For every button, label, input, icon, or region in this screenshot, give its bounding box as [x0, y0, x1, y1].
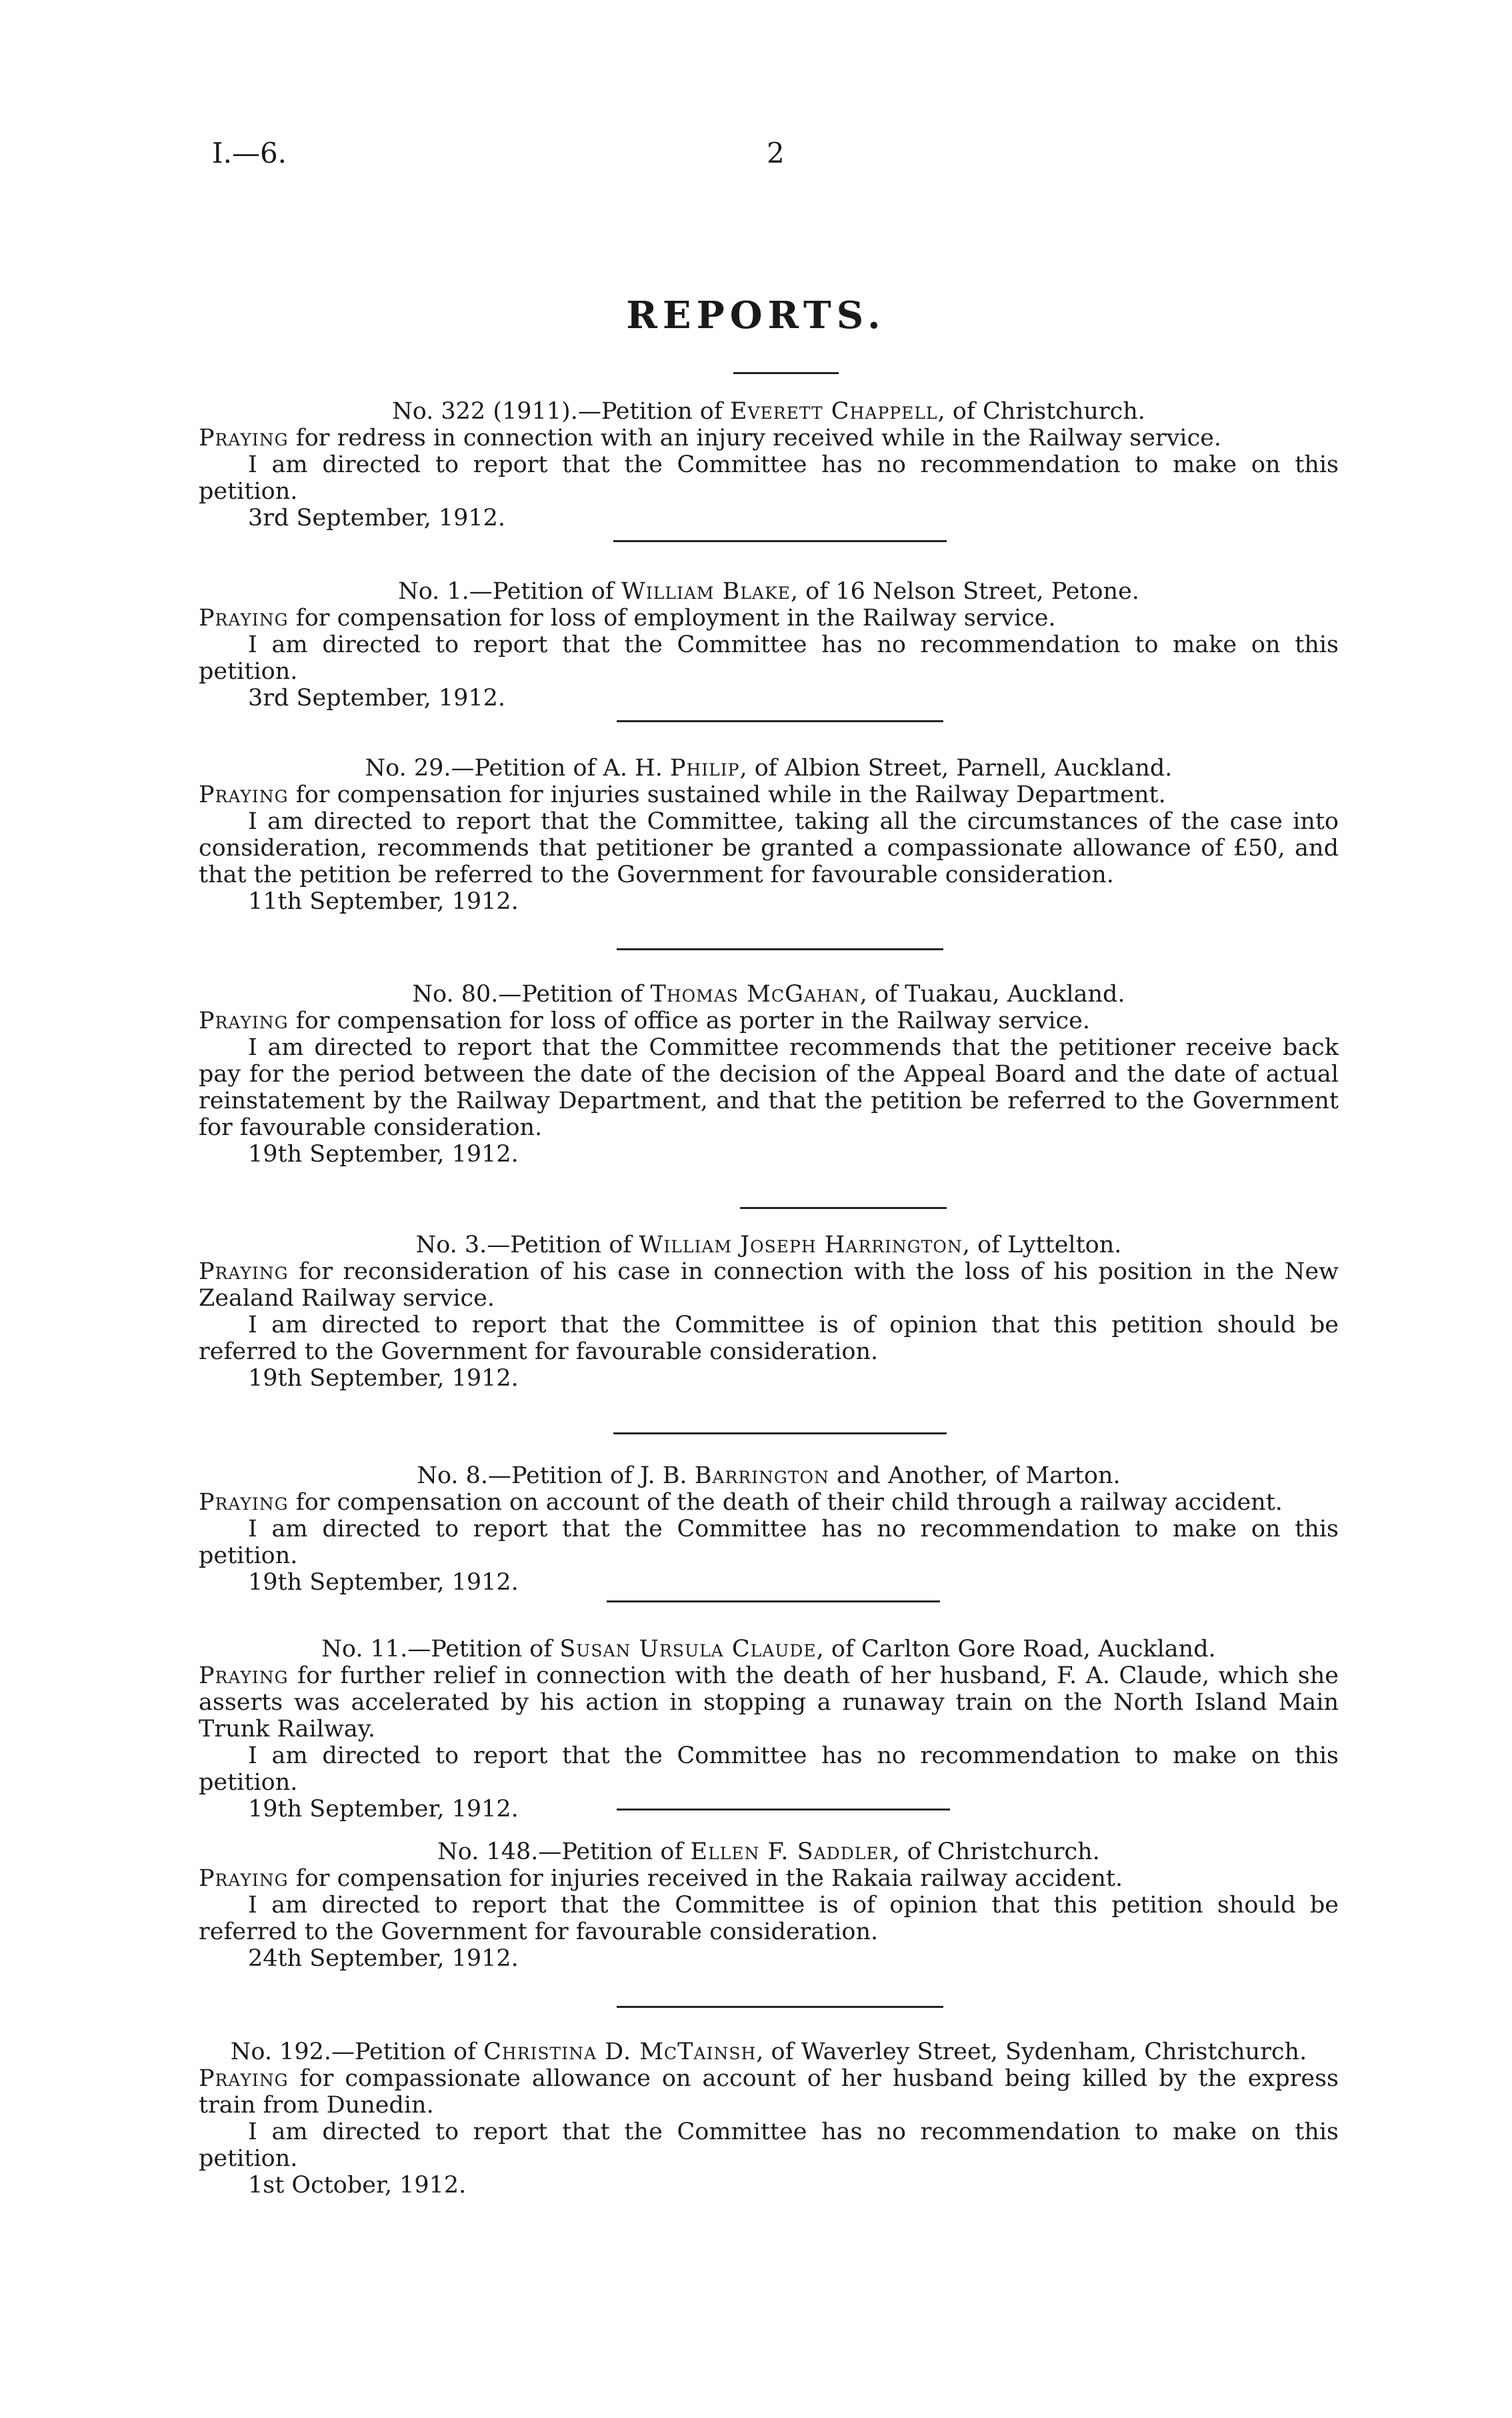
report-date: 1st October, 1912.	[248, 2172, 467, 2199]
petition-8	[199, 1462, 1339, 1596]
petition-heading: No. 8.—Petition of J. B. Barrington and Another, of Marton.	[417, 1462, 1121, 1489]
petition-report: I am directed to report that the Committee is of opinion that this petition should be referred to the Government for favourable consideration.	[199, 1312, 1339, 1365]
section-rule	[617, 720, 943, 722]
section-rule	[613, 540, 947, 542]
petition-prayer: Praying for compensation for loss of employment in the Railway service.	[199, 605, 1056, 632]
petition-report: I am directed to report that the Committee has no recommendation to make on this petition.	[199, 2119, 1339, 2172]
report-date: 24th September, 1912.	[248, 1945, 519, 1972]
petition-report: I am directed to report that the Committee has no recommendation to make on this petition.	[199, 451, 1339, 505]
petition-148	[199, 1839, 1339, 1972]
petition-prayer: Praying for further relief in connection with the death of her husband, F. A. Claude, which she asserts was accelerated by his action in stopping a runaway train on the North Island Main Trunk Railway.	[199, 1662, 1339, 1742]
petition-heading: No. 29.—Petition of A. H. Philip, of Albion Street, Parnell, Auckland.	[365, 755, 1173, 782]
report-date: 3rd September, 1912.	[248, 685, 506, 712]
petition-29	[199, 755, 1339, 915]
petition-prayer: Praying for redress in connection with an injury received while in the Railway service.	[199, 425, 1222, 451]
section-rule	[617, 2006, 943, 2008]
petition-report: I am directed to report that the Committee, taking all the circumstances of the case into consideration, recommends that petitioner be granted a compassionate allowance of £50, and that the petition be referred to the Government for favourable consideration.	[199, 808, 1339, 888]
petition-1	[199, 578, 1339, 712]
petition-report: I am directed to report that the Committee recommends that the petitioner receive back pay for the period between the date of the decision of the Appeal Board and the date of actual reinstatement by the Railway Department, and that the petition be referred to the Government for favourable consideration.	[199, 1034, 1339, 1141]
petition-report: I am directed to report that the Committee has no recommendation to make on this petition.	[199, 1516, 1339, 1569]
section-rule	[617, 1808, 950, 1810]
petition-prayer: Praying for reconsideration of his case in connection with the loss of his position in the New Zealand Railway service.	[199, 1258, 1339, 1312]
page-number: 2	[767, 137, 785, 169]
petition-prayer: Praying for compensation for loss of office as porter in the Railway service.	[199, 1008, 1090, 1034]
petition-11	[199, 1636, 1339, 1823]
petition-report: I am directed to report that the Committee has no recommendation to make on this petition.	[199, 1742, 1339, 1796]
section-rule	[613, 1432, 947, 1434]
petition-192	[199, 2039, 1339, 2199]
petition-prayer: Praying for compensation for injuries received in the Rakaia railway accident.	[199, 1865, 1123, 1892]
petition-heading: No. 11.—Petition of Susan Ursula Claude, of Carlton Gore Road, Auckland.	[321, 1636, 1216, 1662]
report-date: 3rd September, 1912.	[248, 505, 506, 531]
page-title: REPORTS.	[626, 293, 886, 337]
paper-reference: I.—6.	[212, 137, 287, 169]
petition-322	[199, 398, 1339, 531]
petition-report: I am directed to report that the Committee is of opinion that this petition should be referred to the Government for favourable consideration.	[199, 1892, 1339, 1945]
petition-prayer: Praying for compensation on account of the death of their child through a railway accident.	[199, 1489, 1283, 1516]
petition-heading: No. 148.—Petition of Ellen F. Saddler, of Christchurch.	[437, 1839, 1100, 1865]
report-date: 19th September, 1912.	[248, 1365, 519, 1392]
report-date: 11th September, 1912.	[248, 888, 519, 915]
petition-heading: No. 3.—Petition of William Joseph Harrington, of Lyttelton.	[415, 1232, 1122, 1258]
report-date: 19th September, 1912.	[248, 1796, 519, 1823]
petition-heading: No. 322 (1911).—Petition of Everett Chappell, of Christchurch.	[392, 398, 1145, 425]
section-rule	[617, 948, 943, 950]
section-rule	[740, 1207, 947, 1209]
petition-prayer: Praying for compensation for injuries sustained while in the Railway Department.	[199, 782, 1166, 808]
petition-heading: No. 192.—Petition of Christina D. McTainsh, of Waverley Street, Sydenham, Christchurch.	[230, 2039, 1307, 2065]
report-date: 19th September, 1912.	[248, 1569, 519, 1596]
petition-heading: No. 1.—Petition of William Blake, of 16 Nelson Street, Petone.	[398, 578, 1139, 605]
petition-report: I am directed to report that the Committee has no recommendation to make on this petition.	[199, 632, 1339, 685]
section-rule	[607, 1600, 940, 1602]
report-date: 19th September, 1912.	[248, 1141, 519, 1168]
title-rule	[733, 372, 839, 374]
petition-80	[199, 981, 1339, 1168]
petition-prayer: Praying for compassionate allowance on account of her husband being killed by the express train from Dunedin.	[199, 2065, 1339, 2119]
petition-heading: No. 80.—Petition of Thomas McGahan, of Tuakau, Auckland.	[412, 981, 1125, 1008]
petition-3	[199, 1232, 1339, 1392]
